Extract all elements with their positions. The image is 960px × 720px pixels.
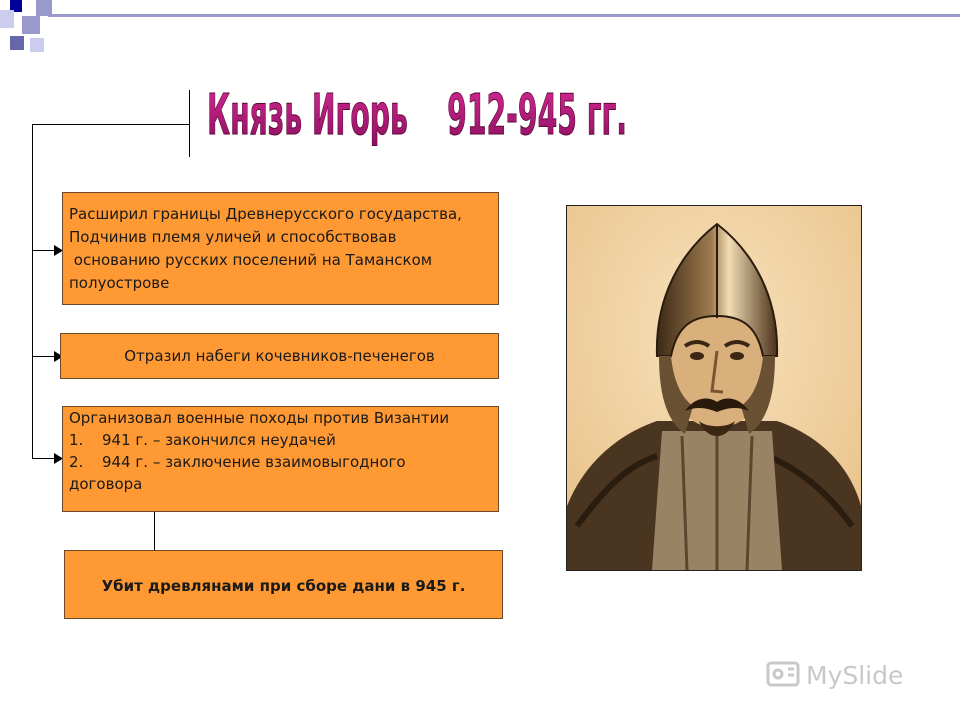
fact-line: 944 г. – заключение взаимовыгодного — [102, 453, 406, 471]
list-number: 2. — [69, 453, 84, 471]
connector — [32, 124, 189, 125]
fact-line: Отразил набеги кочевников-печенегов — [124, 347, 435, 365]
title-text: Князь Игорь 912-945 гг. — [207, 83, 627, 148]
corner-decoration — [0, 0, 64, 60]
fact-box-death — [64, 550, 503, 619]
fact-line: Расширил границы Древнерусского государства, — [69, 205, 462, 223]
myslide-watermark — [766, 655, 926, 693]
fact-line: договора — [69, 475, 143, 493]
fact-line: Подчинив племя уличей и способствовав — [69, 228, 397, 246]
connector — [189, 90, 190, 157]
prince-igor-portrait — [566, 205, 862, 571]
list-number: 1. — [69, 431, 84, 449]
watermark-text: MySlide — [806, 661, 904, 690]
list-item — [69, 429, 498, 451]
connector — [32, 124, 33, 459]
connector — [32, 458, 56, 459]
fact-line: полуострове — [69, 274, 170, 292]
fact-line: Убит древлянами при сборе дани в 945 г. — [101, 577, 466, 595]
fact-box-byzantium — [62, 406, 499, 512]
connector — [32, 250, 56, 251]
fact-line: основанию русских поселений на Таманском — [69, 251, 433, 269]
top-rule — [48, 14, 960, 17]
connector — [154, 511, 155, 551]
page-title — [205, 62, 645, 158]
fact-line: Организовал военные походы против Византии — [69, 409, 450, 427]
portrait-icon — [567, 206, 861, 570]
projector-icon — [768, 663, 798, 685]
list-item — [69, 451, 498, 473]
fact-box-borders — [62, 192, 499, 305]
fact-line: 941 г. – закончился неудачей — [102, 431, 336, 449]
connector — [32, 356, 56, 357]
fact-box-pechenegs — [60, 333, 499, 379]
